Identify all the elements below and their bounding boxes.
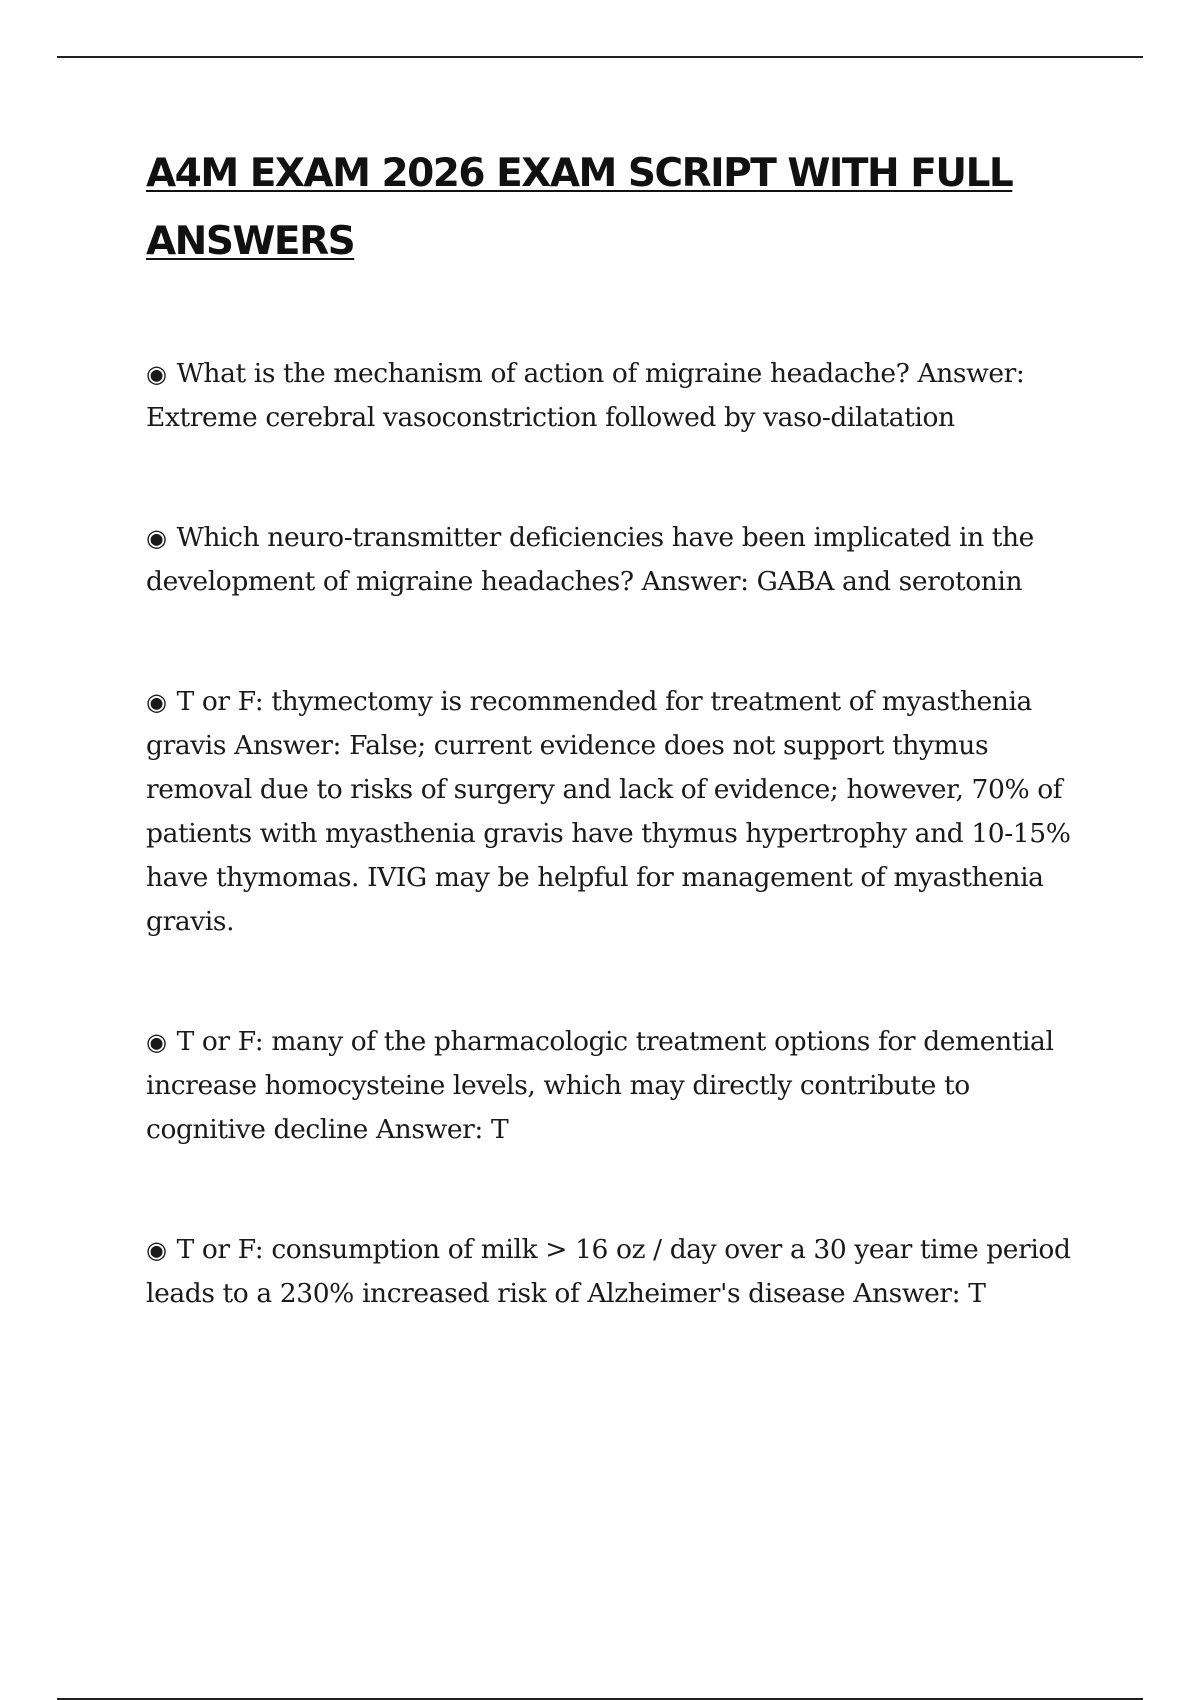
answer-label: Answer:: [853, 1278, 961, 1309]
question-text: T or F: many of the pharmacologic treatment options for demential increase homocysteine levels, which may directly contribute to cognitive decline: [146, 1026, 1054, 1145]
qa-item-5: [146, 1228, 1086, 1316]
answer-text: Extreme cerebral vasoconstriction followed by vaso-dilatation: [146, 402, 955, 433]
question-list: [146, 352, 1086, 1392]
question-text: T or F: consumption of milk > 16 oz / day over a 30 year time period leads to a 230% increased risk of Alzheimer's disease: [146, 1234, 1071, 1309]
qa-item-4: [146, 1020, 1086, 1152]
bullet-icon: ◉: [146, 524, 167, 552]
top-divider: [57, 56, 1143, 58]
qa-item-3: [146, 680, 1086, 944]
qa-item-1: [146, 352, 1086, 440]
question-text: Which neuro-transmitter deficiencies have been implicated in the development of migraine headaches?: [146, 522, 1034, 597]
question-text: What is the mechanism of action of migraine headache?: [176, 358, 910, 389]
answer-label: Answer:: [917, 358, 1025, 389]
bullet-icon: ◉: [146, 688, 167, 716]
answer-label: Answer:: [641, 566, 749, 597]
bullet-icon: ◉: [146, 1236, 167, 1264]
answer-label: Answer:: [375, 1114, 483, 1145]
answer-text: False; current evidence does not support thymus removal due to risks of surgery and lack of evidence; however, 70% of patients with myasthenia gravis have thymus hypertrophy and 10-15% have thymomas. IVIG may be helpful for management of myasthenia gravis.: [146, 730, 1071, 937]
answer-text: GABA and serotonin: [756, 566, 1023, 597]
question-text: T or F: thymectomy is recommended for treatment of myasthenia gravis: [146, 686, 1032, 761]
answer-label: Answer:: [234, 730, 342, 761]
answer-text: T: [968, 1278, 986, 1309]
page-title: A4M EXAM 2026 EXAM SCRIPT WITH FULL ANSWERS: [146, 151, 1013, 264]
bullet-icon: ◉: [146, 1028, 167, 1056]
answer-text: T: [490, 1114, 509, 1145]
bullet-icon: ◉: [146, 360, 167, 388]
qa-item-2: [146, 516, 1086, 604]
